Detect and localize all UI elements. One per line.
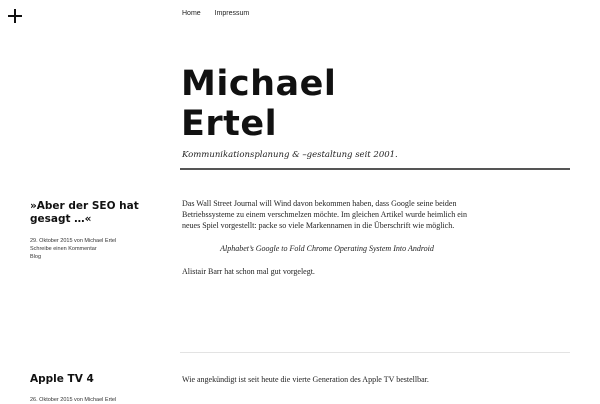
post-title-seo[interactable]: »Aber der SEO hat gesagt …«: [30, 200, 139, 225]
post-quote: Alphabet’s Google to Fold Chrome Operating System Into Android: [220, 244, 434, 253]
nav-link-impressum[interactable]: Impressum: [214, 10, 250, 17]
post-comment-link[interactable]: Schreibe einen Kommentar: [30, 246, 97, 252]
post-date-author[interactable]: 26. Oktober 2015 von Michael Ertel: [30, 397, 117, 403]
top-navigation: [182, 10, 261, 17]
site-tagline: Kommunikationsplanung & –gestaltung seit 2001.: [182, 150, 398, 160]
site-title[interactable]: [181, 64, 481, 144]
header-divider: [180, 168, 570, 170]
post-meta: [30, 396, 160, 404]
site-title-line-2: Ertel: [181, 104, 278, 144]
post-body-apple-tv: [182, 374, 472, 397]
post-paragraph: Alistair Barr hat schon mal gut vorgelegt.: [182, 267, 315, 276]
post-paragraph: Wie angekündigt ist seit heute die vierte Generation des Apple TV bestellbar.: [182, 375, 429, 384]
post-body-seo: [182, 198, 472, 289]
post-divider: [180, 352, 570, 353]
nav-link-home[interactable]: Home: [182, 10, 201, 17]
post-date-author[interactable]: 29. Oktober 2015 von Michael Ertel: [30, 238, 117, 244]
site-title-line-1: Michael: [181, 64, 337, 104]
post-paragraph: Das Wall Street Journal will Wind davon bekommen haben, dass Google seine beiden Betriebssysteme zu einem verschmelzen möchte. Im gleichen Artikel wurde heimlich ein neues Spiel vorgestellt: packe so viele Markennamen in die Überschrift wie möglich.: [182, 199, 468, 230]
post-meta: [30, 237, 160, 261]
post-title-apple-tv[interactable]: Apple TV 4: [30, 373, 94, 385]
menu-toggle-plus-icon[interactable]: [8, 8, 24, 24]
post-category-link[interactable]: Blog: [30, 254, 42, 260]
